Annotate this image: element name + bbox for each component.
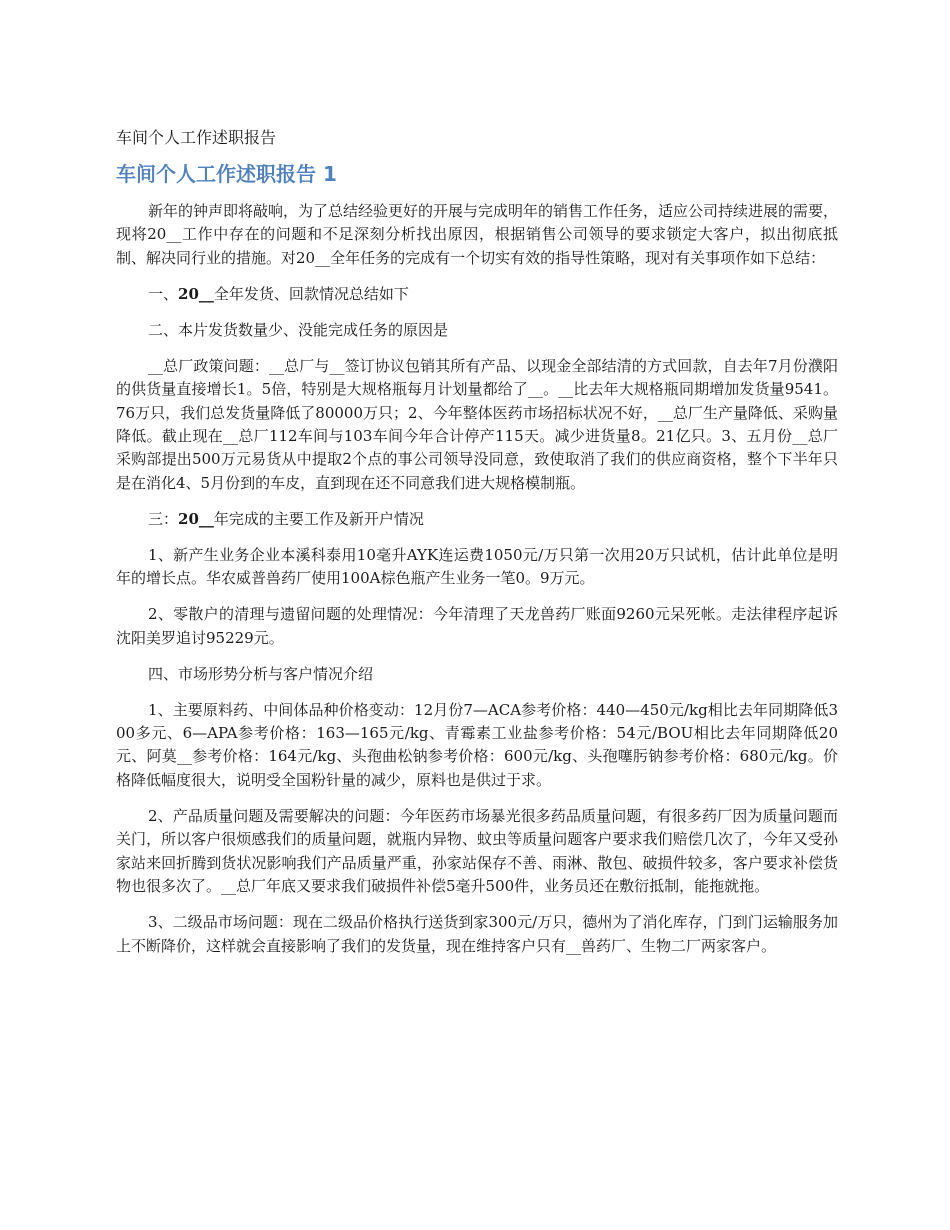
- paragraph-text: 年完成的主要工作及新开户情况: [213, 509, 424, 528]
- paragraph-prefix: 一、: [148, 284, 179, 303]
- paragraph-section-4: 四、市场形势分析与客户情况介绍: [148, 664, 374, 683]
- section-heading: 车间个人工作述职报告 1: [116, 162, 337, 186]
- paragraph-cleanup: 2、零散户的清理与遗留问题的处理情况：今年清理了天龙兽药厂账面9260元呆死帐。走法律程序起诉沈阳美罗追讨95229元。: [116, 605, 838, 647]
- paragraph-policy-issue: __总厂政策问题：__总厂与__签订协议包销其所有产品、以现金全部结清的方式回款，自去年7月份濮阳的供货量直接增长1。5倍，特别是大规格瓶每月计划量都给了__。__比去年大规格瓶同期增加发货量9541。76万只，我们总发货量降低了80000万只；2、今年整体医药市场招标状况不好，__总厂生产量降低、采购量降低。截止现在__总厂112车间与103车间今年合计停产115天。减少进货量8。21亿只。3、五月份__总厂采购部提出500万元易货从中提取2个点的事公司领导没同意，致使取消了我们的供应商资格，整个下半年只是在消化4、5月份到的车皮，直到现在还不同意我们进大规格模制瓶。: [116, 356, 838, 492]
- paragraph-new-business: 1、新产生业务企业本溪科泰用10毫升AYK连运费1050元/万只第一次用20万只试机，估计此单位是明年的增长点。华农威普兽药厂使用100A棕色瓶产生业务一笔0。9万元。: [116, 545, 838, 588]
- document-title: 车间个人工作述职报告: [116, 128, 277, 147]
- paragraph-secondary-market: 3、二级品市场问题：现在二级品价格执行送货到家300元/万只，德州为了消化库存，门到门运输服务加上不断降价，这样就会直接影响了我们的发货量，现在维持客户只有__兽药厂、生物二厂两家客户。: [116, 913, 838, 955]
- paragraph-quality-issues: 2、产品质量问题及需要解决的问题：今年医药市场暴光很多药品质量问题，有很多药厂因为质量问题而关门，所以客户很烦感我们的质量问题，就瓶内异物、蚊虫等质量问题客户要求我们赔偿几次了，今年又受孙家站来回折腾到货状况影响我们产品质量严重，孙家站保存不善、雨淋、散包、破损件较多，客户要求补偿货物也很多次了。__总厂年底又要求我们破损件补偿5毫升500件，业务员还在敷衍抵制，能拖就拖。: [116, 806, 838, 896]
- paragraph-section-3: [116, 508, 838, 531]
- paragraph-bold-year: 20__: [178, 509, 214, 528]
- paragraph-price-changes: 1、主要原料药、中间体品种价格变动：12月份7—ACA参考价格：440—450元/kg相比去年同期降低300多元、6—APA参考价格：163—165元/kg、青霉素工业盐参考价格：54元/BOU相比去年同期降低20元、阿莫__参考价格：164元/kg、头孢曲松钠参考价格：600元/kg、头孢噻肟钠参考价格：680元/kg。价格降低幅度很大，说明受全国粉针量的减少，原料也是供过于求。: [116, 700, 838, 789]
- paragraph-intro: 新年的钟声即将敲响，为了总结经验更好的开展与完成明年的销售工作任务，适应公司持续进展的需要，现将20__工作中存在的问题和不足深刻分析找出原因，根据销售公司领导的要求锁定大客户，拟出彻底抵制、解决同行业的措施。对20__全年任务的完成有一个切实有效的指导性策略，现对有关事项作如下总结：: [116, 202, 839, 267]
- paragraph-text: 全年发货、回款情况总结如下: [213, 284, 409, 303]
- paragraph-bold-year: 20__: [178, 284, 214, 303]
- paragraph-section-1: [116, 283, 838, 306]
- paragraph-prefix: 三：: [148, 509, 179, 528]
- document-page: [116, 126, 838, 971]
- paragraph-section-2: 二、本片发货数量少、没能完成任务的原因是: [148, 320, 449, 339]
